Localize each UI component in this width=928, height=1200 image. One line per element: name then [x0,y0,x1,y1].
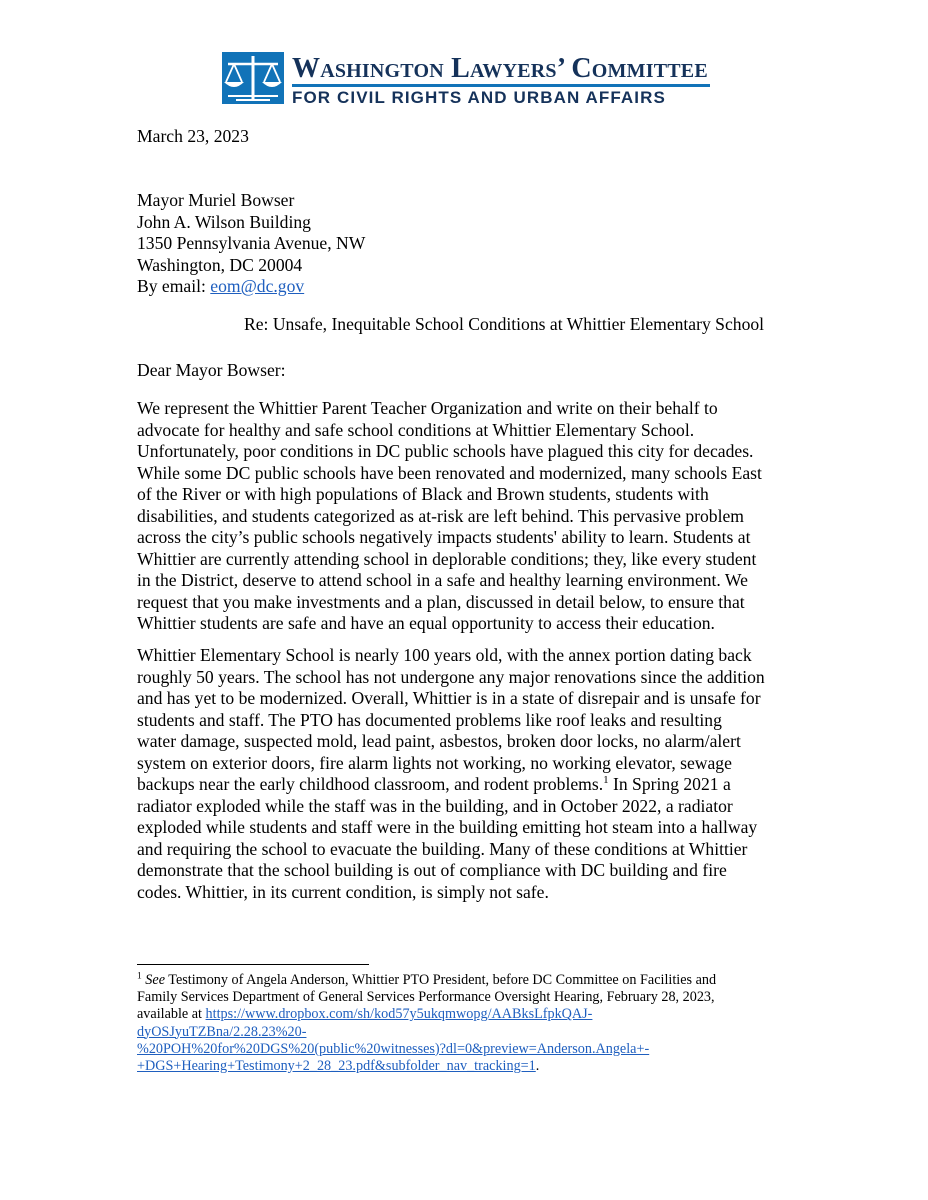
footnote-url-link[interactable]: https://www.dropbox.com/sh/kod57y5ukqmwopg/AABksLfpkQAJ- [205,1006,593,1023]
footnote-line [137,1041,837,1058]
paragraph-line: across the city’s public schools negatively impacts students' ability to learn. Students at [137,527,751,547]
subject-line: Re: Unsafe, Inequitable School Conditions at Whittier Elementary School [244,314,765,334]
recipient-city: Washington, DC 20004 [137,254,303,275]
email-prefix: By email: [137,276,211,296]
paragraph-line: disabilities, and students categorized as at-risk are left behind. This pervasive problem [137,505,744,526]
paragraph-line: water damage, suspected mold, lead paint, asbestos, broken door locks, no alarm/alert [137,731,741,751]
paragraph-line-with-footnote [137,774,817,796]
footnote-reference[interactable]: 1 [603,774,609,787]
paragraph-line: Whittier are currently attending school in deplorable conditions; they, like every student [137,548,757,569]
paragraph-line: While some DC public schools have been renovated and modernized, many schools East [137,462,762,483]
paragraph-line: and has yet to be modernized. Overall, Whittier is in a state of disrepair and is unsafe for [137,688,761,708]
paragraph-line: in the District, deserve to attend school in a safe and healthy learning environment. We [137,570,748,590]
recipient-email-line [137,276,304,298]
paragraph-line: demonstrate that the school building is out of compliance with DC building and fire [137,860,727,880]
paragraph-line: exploded while students and staff were in the building emitting hot steam into a hallway [137,817,758,837]
paragraph-text: In Spring 2021 a [608,774,731,794]
footnote-trailing: . [535,1058,540,1075]
scales-of-justice-logo-icon [222,52,284,104]
paragraph-line: request that you make investments and a plan, discussed in detail below, to ensure that [137,591,745,612]
footnote [137,972,837,1075]
footnote-line [137,1006,837,1023]
paragraph-line: of the River or with high populations of Black and Brown students, students with [137,484,709,504]
org-name: Washington Lawyers’ Committee [292,53,708,84]
recipient-name: Mayor Muriel Bowser [137,190,295,210]
paragraph-line: system on exterior doors, fire alarm lights not working, no working elevator, sewage [137,752,732,773]
paragraph-2 [137,645,817,903]
paragraph-line: We represent the Whittier Parent Teacher Organization and write on their behalf to [137,398,718,418]
letter-date: March 23, 2023 [137,126,249,146]
letterhead [222,52,722,108]
footnote-line [137,1024,837,1041]
paragraph-line: radiator exploded while the staff was in the building, and in October 2022, a radiator [137,795,733,816]
paragraph-line: students and staff. The PTO has documented problems like roof leaks and resulting [137,709,722,730]
org-subtitle: FOR CIVIL RIGHTS AND URBAN AFFAIRS [292,88,666,107]
footnote-url-link[interactable]: dyOSJyuTZBna/2.28.23%20- [137,1023,307,1040]
paragraph-1 [137,398,817,635]
footnote-line: Family Services Department of General Services Performance Oversight Hearing, February 28, 2023, [137,989,715,1006]
footnote-url-link[interactable]: %20POH%20for%20DGS%20(public%20witnesses)?dl=0&preview=Anderson.Angela+- [137,1040,650,1057]
footnote-line [137,1058,837,1075]
paragraph-line: roughly 50 years. The school has not undergone any major renovations since the addition [137,666,765,687]
paragraph-line: advocate for healthy and safe school conditions at Whittier Elementary School. [137,419,695,440]
paragraph-line: Whittier Elementary School is nearly 100 years old, with the annex portion dating back [137,645,752,665]
footnote-line [137,972,837,989]
footnote-text: available at [137,1006,206,1023]
footnote-text: Testimony of Angela Anderson, Whittier PTO President, before DC Committee on Facilities and [165,972,717,988]
recipient-building: John A. Wilson Building [137,211,311,232]
paragraph-line: Unfortunately, poor conditions in DC public schools have plagued this city for decades. [137,441,754,461]
paragraph-text: backups near the early childhood classroom, and rodent problems. [137,774,604,794]
paragraph-line: and requiring the school to evacuate the building. Many of these conditions at Whittier [137,838,748,859]
letterhead-divider [292,84,710,87]
footnote-divider [137,964,369,965]
footnote-marker: 1 [137,971,142,982]
salutation: Dear Mayor Bowser: [137,360,286,380]
recipient-email-link[interactable]: eom@dc.gov [210,276,305,296]
paragraph-line: Whittier students are safe and have an equal opportunity to access their education. [137,613,715,633]
footnote-url-link[interactable]: +DGS+Hearing+Testimony+2_28_23.pdf&subfolder_nav_tracking=1 [137,1058,536,1075]
paragraph-line: codes. Whittier, in its current condition, is simply not safe. [137,881,549,902]
footnote-see: See [145,972,165,988]
recipient-street: 1350 Pennsylvania Avenue, NW [137,233,366,253]
